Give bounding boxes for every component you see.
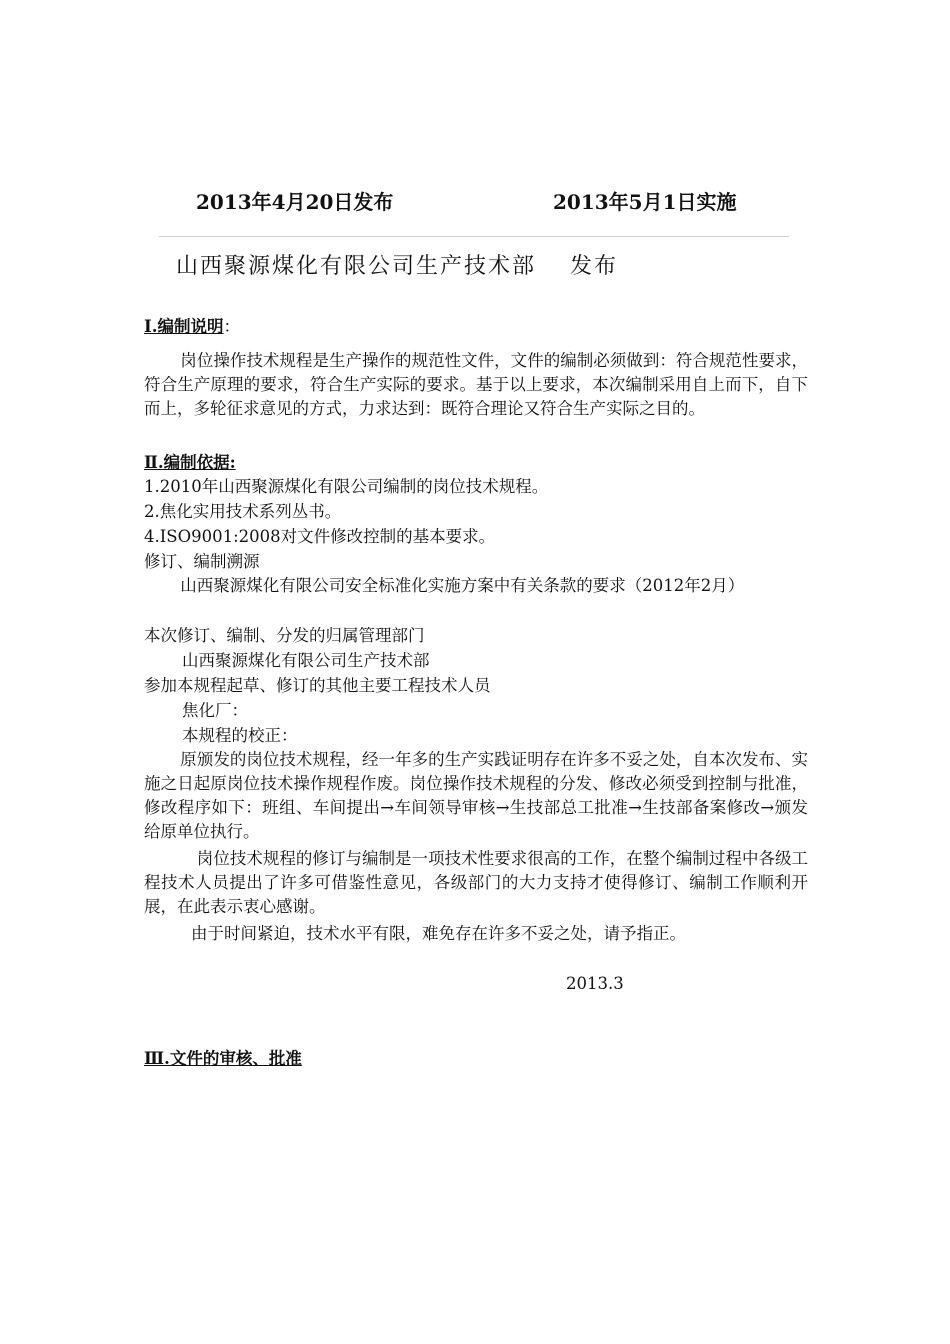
basis-item-2: 2.焦化实用技术系列丛书。	[144, 502, 342, 521]
section1-heading-line	[144, 315, 240, 339]
effective-date: 2013年5月1日实施	[553, 190, 737, 214]
apology-paragraph: 由于时间紧迫，技术水平有限，难免存在许多不妥之处，请予指正。	[191, 924, 686, 943]
trace-text: 山西聚源煤化有限公司安全标准化实施方案中有关条款的要求（2012年2月）	[180, 576, 745, 595]
basis-item-1: 1.2010年山西聚源煤化有限公司编制的岗位技术规程。	[144, 477, 549, 496]
abolish-paragraph: 原颁发的岗位技术规程，经一年多的生产实践证明存在许多不妥之处，自本次发布、实施之日起原岗位技术操作规程作废。岗位操作技术规程的分发、修改必须受到控制与批准，修改程序如下：班组、车间提出→车间领导审核→生技部总工批准→生技部备案修改→颁发给原单位执行。	[144, 750, 808, 841]
section2-heading: Ⅱ.编制依据:	[144, 453, 236, 472]
section3-heading: Ⅲ.文件的审核、批准	[144, 1049, 302, 1068]
section1-heading: Ⅰ.编制说明	[144, 317, 224, 336]
dept-label: 本次修订、编制、分发的归属管理部门	[144, 626, 425, 645]
thanks-paragraph: 岗位技术规程的修订与编制是一项技术性要求很高的工作，在整个编制过程中各级工程技术人员提出了许多可借鉴性意见，各级部门的大力支持才使得修订、编制工作顺利开展，在此表示衷心感谢。	[144, 849, 808, 916]
section1-colon: ：	[223, 317, 240, 336]
staff-label: 参加本规程起草、修订的其他主要工程技术人员	[144, 676, 491, 695]
publisher-line	[176, 249, 796, 280]
dept-text: 山西聚源煤化有限公司生产技术部	[182, 651, 430, 670]
release-date: 2013年4月20日发布	[196, 190, 394, 214]
header-divider	[159, 236, 789, 237]
section1-paragraph: 岗位操作技术规程是生产操作的规范性文件，文件的编制必须做到：符合规范性要求，符合生产原理的要求，符合生产实际的要求。基于以上要求，本次编制采用自上而下，自下而上，多轮征求意见的方式，力求达到：既符合理论又符合生产实际之目的。	[144, 351, 808, 418]
date-row	[0, 186, 950, 216]
publisher-name: 山西聚源煤化有限公司生产技术部	[176, 254, 537, 279]
basis-item-4: 4.ISO9001:2008对文件修改控制的基本要求。	[144, 527, 496, 546]
trace-label: 修订、编制溯源	[144, 552, 260, 571]
proof-label: 本规程的校正：	[182, 726, 298, 745]
staff-text: 焦化厂：	[182, 701, 248, 720]
publisher-action: 发布	[570, 254, 619, 279]
signature-date: 2013.3	[566, 974, 624, 993]
